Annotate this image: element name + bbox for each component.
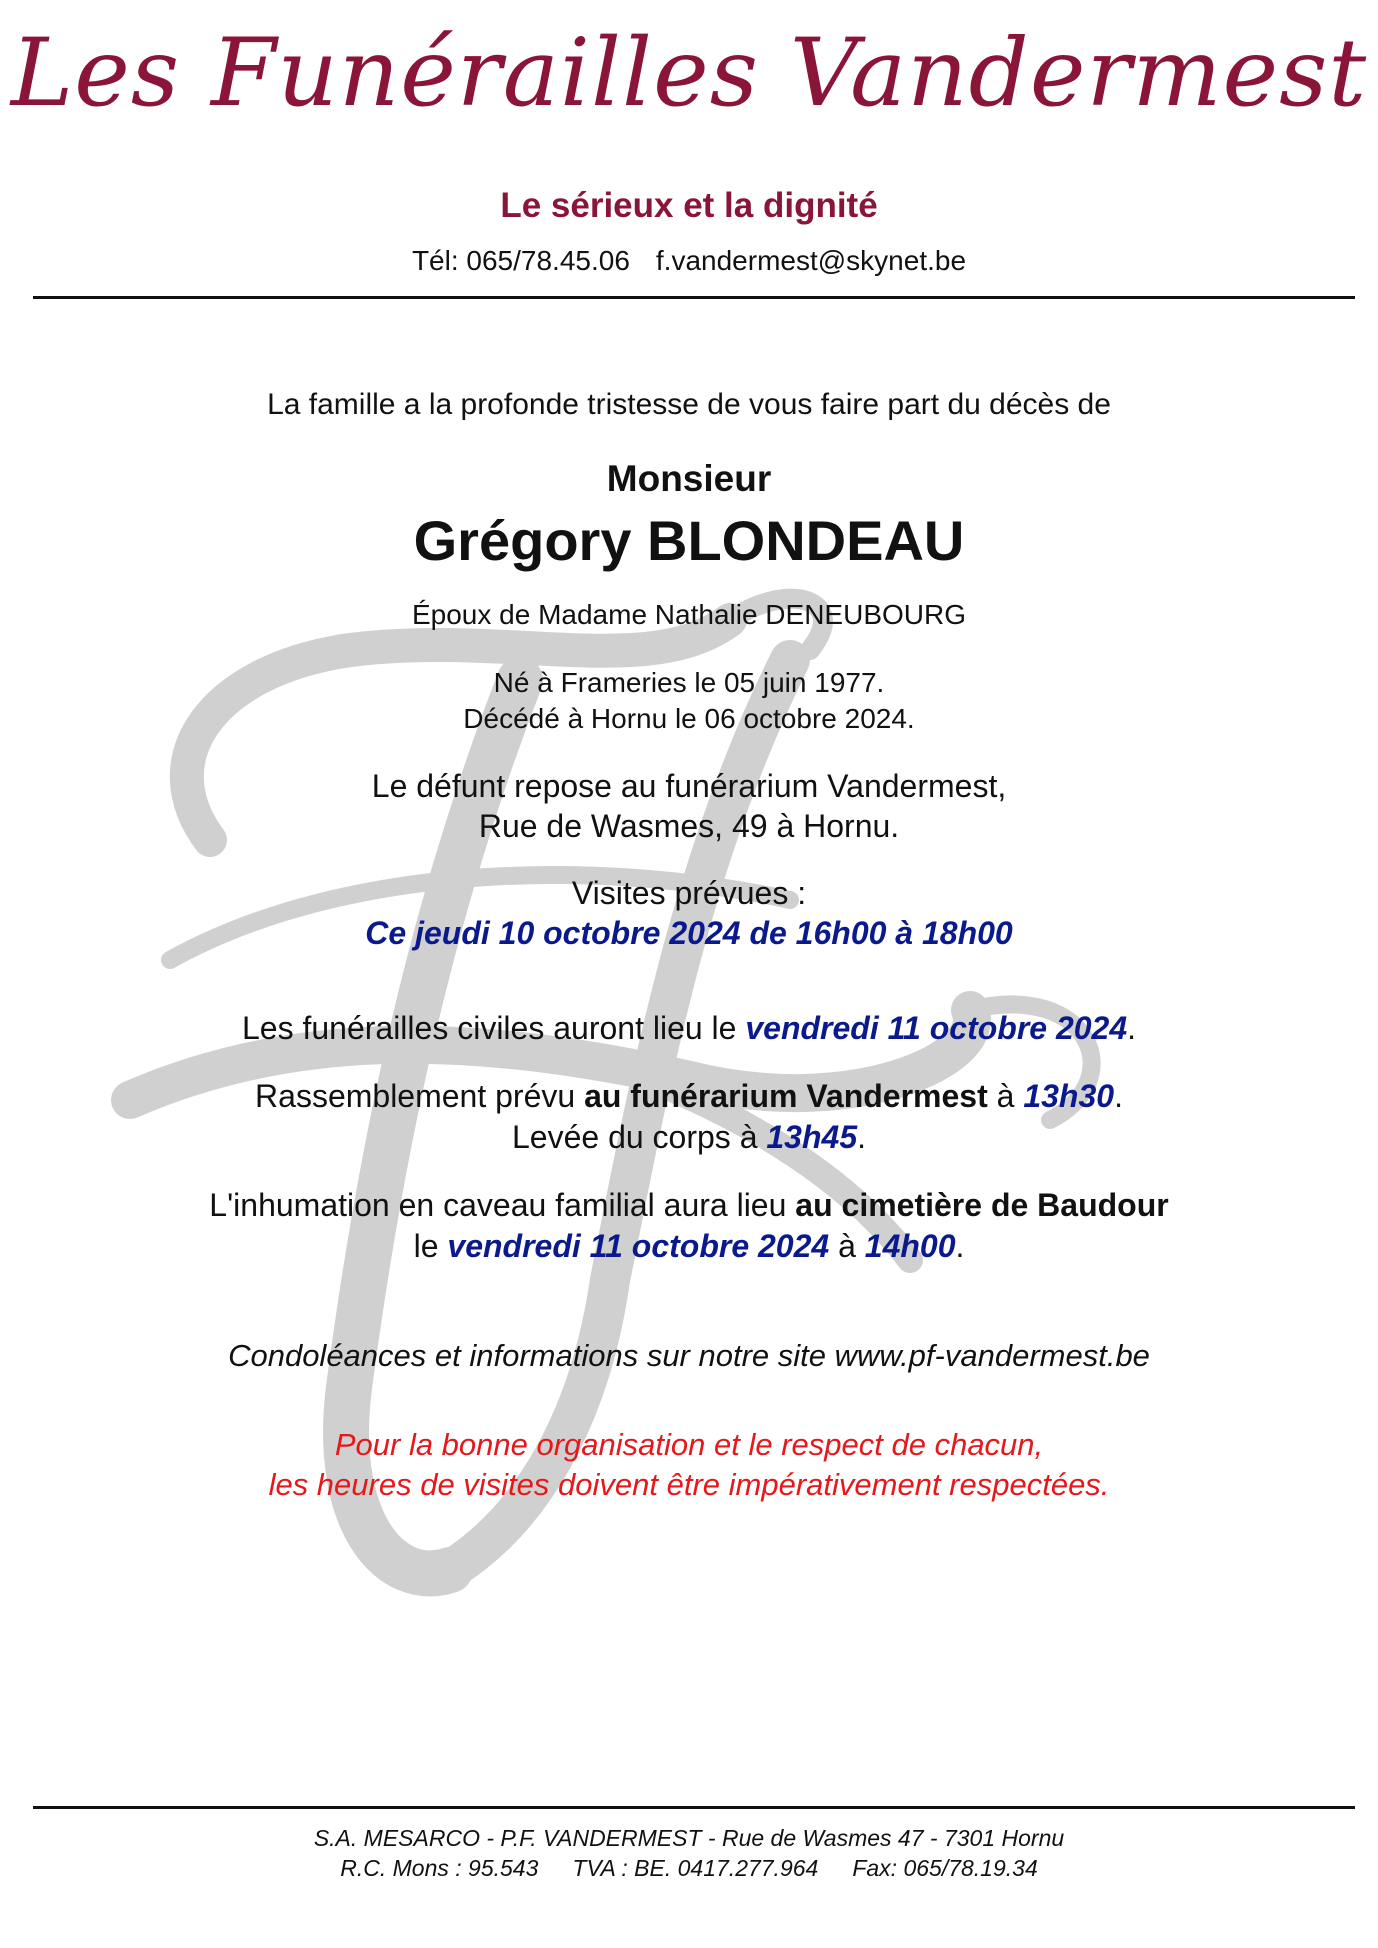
repose-line-2: Rue de Wasmes, 49 à Hornu. — [478, 808, 900, 844]
deceased-name: Grégory BLONDEAU — [413, 509, 965, 572]
phone: Tél: 065/78.45.06 — [411, 245, 630, 276]
email-link[interactable]: f.vandermest@skynet.be — [655, 245, 967, 276]
contact-line — [0, 245, 1378, 277]
burial-date: vendredi 11 octobre 2024 — [447, 1228, 830, 1264]
gathering-block — [0, 1076, 1378, 1158]
burial-prefix: L'inhumation en caveau familial aura lieu — [209, 1187, 787, 1223]
visits-label: Visites prévues : — [571, 875, 807, 911]
footer-rc: R.C. Mons : 95.543 — [340, 1855, 539, 1881]
civil-prefix: Les funérailles civiles auront lieu le — [241, 1010, 737, 1046]
burial-line-2 — [0, 1226, 1378, 1267]
repose-block — [0, 766, 1378, 846]
intro-text: La famille a la profonde tristesse de vous faire part du décès de — [267, 388, 1111, 421]
burial-place: au cimetière de Baudour — [795, 1187, 1169, 1223]
gather-period: . — [1114, 1078, 1123, 1114]
birth-line: Né à Frameries le 05 juin 1977. — [493, 667, 885, 698]
spouse-line: Époux de Madame Nathalie DENEUBOURG — [411, 599, 966, 630]
gathering-line — [0, 1076, 1378, 1117]
header-divider — [33, 296, 1355, 299]
dates-block — [0, 665, 1378, 737]
motto: Le sérieux et la dignité — [500, 186, 878, 225]
notice-line-2: les heures de visites doivent être impérativement respectées. — [268, 1467, 1110, 1502]
civil-funeral-line — [0, 1010, 1378, 1047]
burial-le: le — [413, 1228, 439, 1264]
footer-tva: TVA : BE. 0417.277.964 — [572, 1855, 819, 1881]
burial-line-1 — [0, 1185, 1378, 1226]
lift-line — [0, 1117, 1378, 1158]
visits-block — [0, 873, 1378, 953]
civil-date: vendredi 11 octobre 2024 — [745, 1010, 1128, 1046]
gather-place: au funérarium Vandermest — [584, 1078, 988, 1114]
lift-prefix: Levée du corps à — [511, 1119, 758, 1155]
footer-fax: Fax: 065/78.19.34 — [852, 1855, 1038, 1881]
lift-period: . — [857, 1119, 866, 1155]
civility: Monsieur — [606, 458, 772, 499]
repose-line-1: Le défunt repose au funérarium Vandermest, — [371, 768, 1007, 804]
gather-prefix: Rassemblement prévu — [255, 1078, 576, 1114]
lift-time: 13h45 — [766, 1119, 858, 1155]
footer-divider — [33, 1806, 1355, 1809]
condolences-line[interactable]: Condoléances et informations sur notre site www.pf-vandermest.be — [228, 1338, 1150, 1373]
burial-block — [0, 1185, 1378, 1267]
burial-period: . — [955, 1228, 965, 1264]
visit-notice — [0, 1425, 1378, 1505]
civil-period: . — [1127, 1010, 1137, 1046]
burial-time: 14h00 — [864, 1228, 956, 1264]
death-line: Décédé à Hornu le 06 octobre 2024. — [463, 703, 915, 734]
footer-address: S.A. MESARCO - P.F. VANDERMEST - Rue de Wasmes 47 - 7301 Hornu — [313, 1825, 1065, 1851]
burial-a: à — [838, 1228, 856, 1264]
visits-when: Ce jeudi 10 octobre 2024 de 16h00 à 18h00 — [365, 915, 1013, 951]
gather-time: 13h30 — [1023, 1078, 1115, 1114]
footer-registration — [0, 1853, 1378, 1883]
notice-line-1: Pour la bonne organisation et le respect de chacun, — [334, 1427, 1044, 1462]
footer — [0, 1823, 1378, 1883]
gather-a: à — [996, 1078, 1015, 1114]
brand-title: Les Funérailles Vandermest — [10, 19, 1368, 128]
